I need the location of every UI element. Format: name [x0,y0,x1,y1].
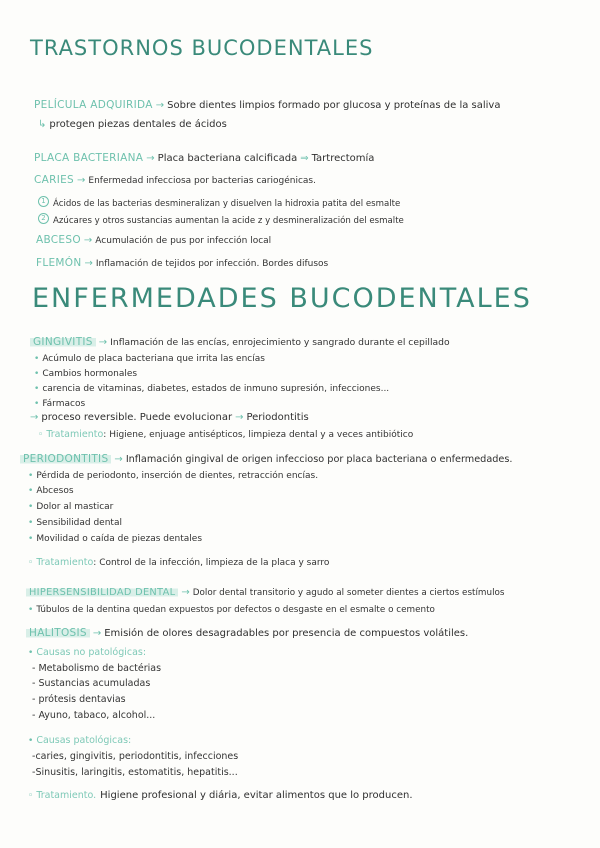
gingivitis-proceso-text: proceso reversible. Puede evolucionar [41,412,233,423]
bullet-icon: • [34,369,40,379]
bullet-icon: • [28,534,34,544]
hook-arrow-icon: ↳ [38,119,47,130]
absceso-text: Acumulación de pus por infección local [95,236,272,246]
hipersensibilidad-item [28,597,435,616]
caries-point-2 [38,208,404,227]
tratamiento-label: Tratamiento [46,429,104,440]
gingivitis-tratamiento-text: : Higiene, enjuage antisépticos, limpieza dental y a veces antibiótico [103,430,414,440]
number-2-icon: 2 [38,213,49,224]
dash-icon: - [32,678,39,689]
placa-result: Tartrectomía [311,153,375,164]
pelicula-term: PELÍCULA ADQUIRIDA [34,99,153,111]
causas-no-patologicas-label: Causas no patológicas: [36,647,147,658]
absceso-line [36,228,271,247]
halitosis-term: HALITOSIS [26,627,90,639]
dash-icon: - [32,767,36,778]
arrow-icon: → [98,337,108,348]
halitosis-tratamiento [28,783,413,802]
flemon-line [36,251,328,270]
halitosis-tratamiento-text: Higiene profesional y diária, evitar alimentos que lo producen. [100,790,413,801]
halitosis-cause-text: caries, gingivitis, periodontitis, infecciones [35,751,239,762]
arrow-icon: → [235,412,244,423]
gingivitis-term: GINGIVITIS [30,336,96,348]
gingivitis-text: Inflamación de las encías, enrojecimiento y sangrado durante el cepillado [110,337,450,348]
halitosis-cause-text: Metabolismo de bactérias [38,663,162,674]
gingivitis-proceso-result: Periodontitis [246,412,309,423]
arrow-icon: → [30,412,39,423]
title-enfermedades: ENFERMEDADES BUCODENTALES [32,283,532,314]
arrow-icon: → [181,587,190,598]
bullet-icon: • [28,502,34,512]
caries-line [34,168,316,187]
tratamiento-label: Tratamiento [36,557,94,568]
placa-text: Placa bacteriana calcificada [157,153,298,164]
bullet-icon: • [28,648,34,658]
halitosis-line [26,621,468,640]
bullet-icon: • [34,399,40,409]
arrow-icon: → [146,153,155,164]
periodontitis-item-text: Pérdida de periodonto, inserción de dientes, retracción encías. [36,471,319,481]
caries-text: Enfermedad infecciosa por bacterias cariogénicas. [88,176,316,186]
implies-icon: ⇒ [300,153,309,164]
periodontitis-item-text: Sensibilidad dental [36,518,122,528]
gingivitis-item-text: carencia de vitaminas, diabetes, estados de inmuno supresión, infecciones... [42,384,390,394]
halitosis-no-pato-3 [32,703,155,722]
periodontitis-item-4 [28,526,202,545]
caries-point2-text: Azúcares y otros sustancias aumentan la acide z y desmineralización del esmalte [53,216,404,226]
hipersensibilidad-term: HIPERSENSIBILIDAD DENTAL [26,587,178,598]
pelicula-text: Sobre dientes limpios formado por glucosa y proteínas de la saliva [167,100,501,111]
halitosis-pato-1 [32,760,238,779]
periodontitis-item-text: Abcesos [36,486,74,496]
halitosis-cause-text: Ayuno, tabaco, alcohol... [38,710,156,721]
flemon-term: FLEMÓN [36,257,82,269]
arrow-icon: → [114,454,123,465]
causas-patologicas-label: Causas patológicas: [36,735,132,746]
arrow-icon: → [84,258,93,269]
tratamiento-label: Tratamiento. [36,790,97,801]
halitosis-cause-text: prótesis dentavias [38,694,126,705]
periodontitis-tratamiento [28,550,329,569]
periodontitis-item-text: Dolor al masticar [36,502,114,512]
pelicula-line [34,93,500,112]
gingivitis-item-2 [34,376,389,395]
bullet-icon: • [28,471,34,481]
placa-term: PLACA BACTERIANA [34,152,144,164]
halitosis-cause-text: Sinusitis, laringitis, estomatitis, hepatitis... [35,767,238,778]
periodontitis-term: PERIODONTITIS [20,453,111,465]
arrow-icon: → [92,628,102,639]
bullet-icon: ◦ [28,791,34,801]
bullet-icon: • [28,486,34,496]
bullet-icon: ◦ [28,558,34,568]
hipersensibilidad-text: Dolor dental transitorio y agudo al someter dientes a ciertos estímulos [192,588,505,598]
title-trastornos: TRASTORNOS BUCODENTALES [30,36,374,60]
number-1-icon: 1 [38,196,49,207]
caries-term: CARIES [34,174,75,186]
bullet-icon: • [28,605,34,615]
arrow-icon: → [83,235,93,246]
arrow-icon: → [155,100,165,111]
pelicula-sub: protegen piezas dentales de ácidos [49,119,227,130]
hipersensibilidad-item-text: Túbulos de la dentina quedan expuestos por defectos o desgaste en el esmalte o cemento [36,605,435,615]
flemon-text: Inflamación de tejidos por infección. Bordes difusos [95,259,329,269]
pelicula-sub-line [38,112,227,131]
gingivitis-item-text: Fármacos [42,399,86,409]
gingivitis-item-text: Cambios hormonales [42,369,138,379]
caries-point1-text: Ácidos de las bacterias desmineralizan y disuelven la hidroxia patita del esmalte [53,199,401,209]
dash-icon: - [32,751,36,762]
dash-icon: - [32,710,39,721]
bullet-icon: • [34,354,40,364]
bullet-icon: • [28,518,34,528]
periodontitis-item-text: Movilidad o caída de piezas dentales [36,534,203,544]
bullet-icon: • [28,736,34,746]
halitosis-text: Emisión de olores desagradables por presencia de compuestos volátiles. [104,628,469,639]
arrow-icon: → [77,175,86,186]
placa-line [34,146,374,165]
absceso-term: ABCESO [36,234,81,246]
gingivitis-item-text: Acúmulo de placa bacteriana que irrita las encías [42,354,265,364]
dash-icon: - [32,694,39,705]
periodontitis-text: Inflamación gingival de origen infeccioso por placa bacteriana o enfermedades. [125,454,513,465]
bullet-icon: ◦ [38,430,44,440]
gingivitis-tratamiento [38,422,413,441]
dash-icon: - [32,663,39,674]
bullet-icon: • [34,384,40,394]
periodontitis-tratamiento-text: : Control de la infección, limpieza de la placa y sarro [93,558,330,568]
halitosis-cause-text: Sustancias acumuladas [38,678,151,689]
